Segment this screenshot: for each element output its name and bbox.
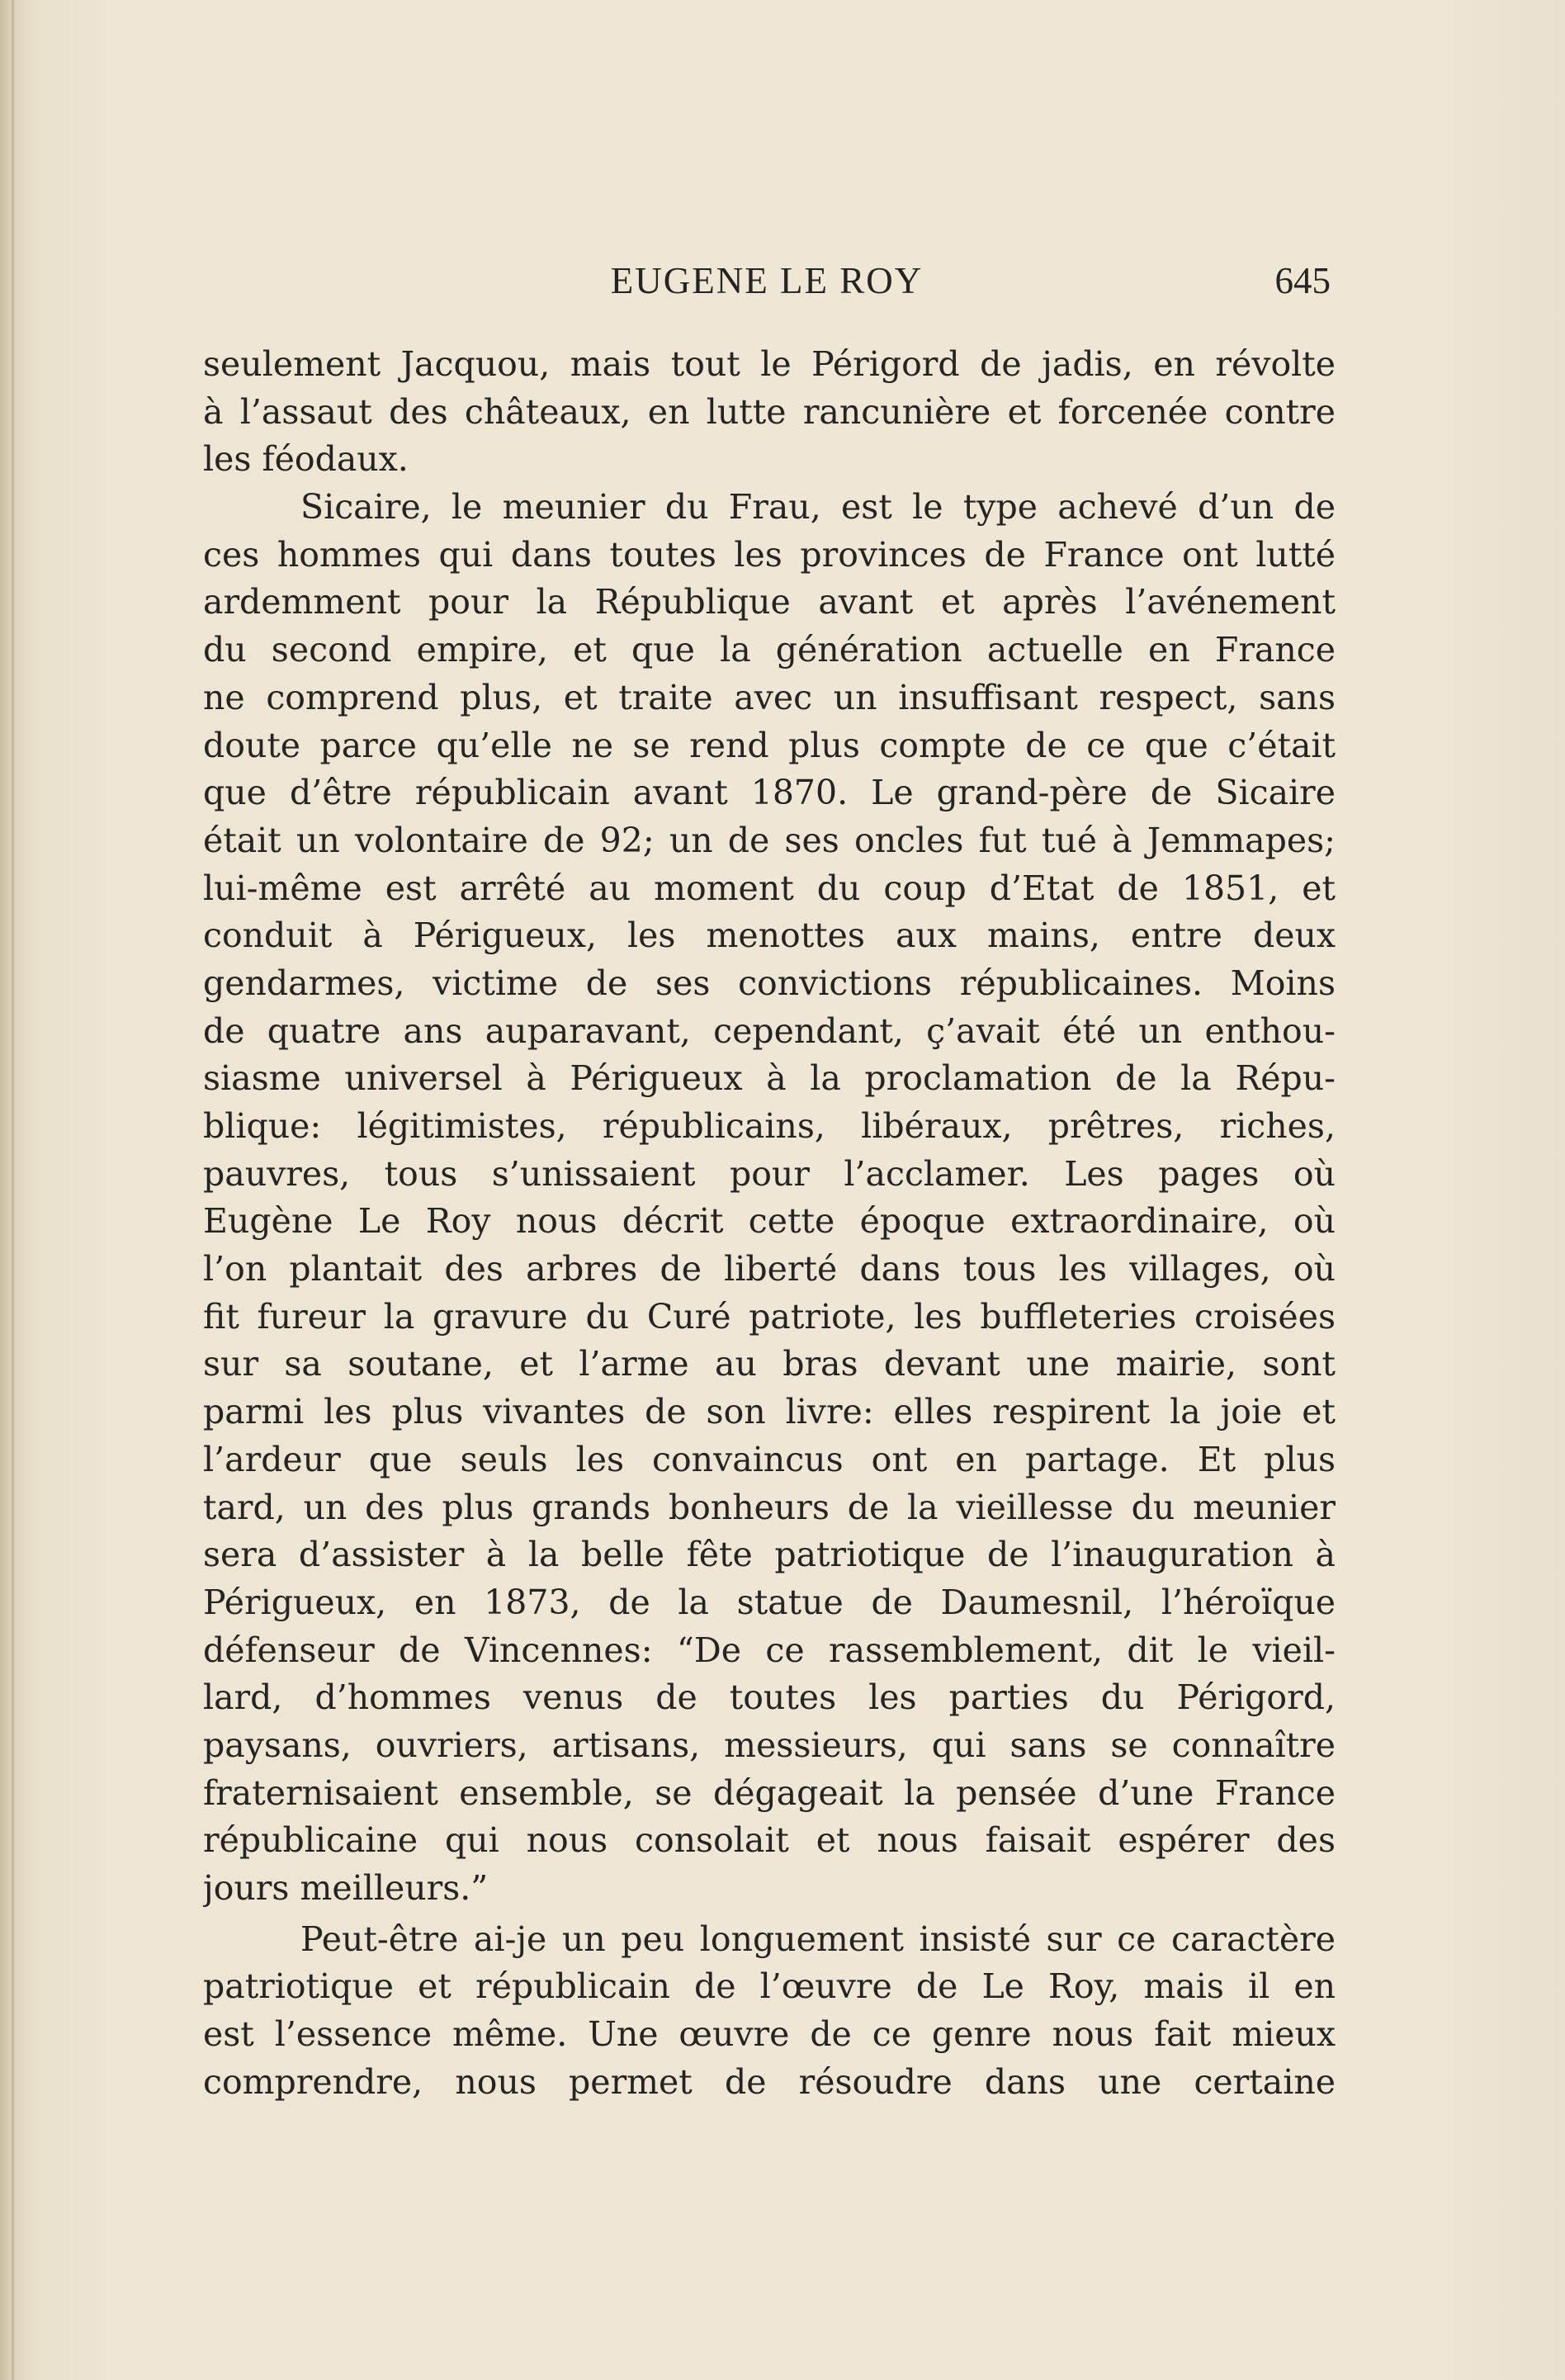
text-line: conduit à Périgueux, les menottes aux mains, entre deux xyxy=(203,916,1336,956)
text-line: lard, d’hommes venus de toutes les parties du Périgord, xyxy=(203,1677,1336,1718)
page-number: 645 xyxy=(1274,260,1331,301)
text-line: comprendre, nous permet de résoudre dans une certaine xyxy=(203,2061,1336,2102)
text-line: seulement Jacquou, mais tout le Périgord de jadis, en révolte xyxy=(203,344,1336,384)
text-line: était un volontaire de 92; un de ses oncles fut tué à Jemmapes; xyxy=(203,820,1336,860)
text-line: de quatre ans auparavant, cependant, ç’avait été un enthou- xyxy=(203,1010,1336,1051)
text-line: ne comprend plus, et traite avec un insuffisant respect, sans xyxy=(203,677,1336,717)
text-line: Périgueux, en 1873, de la statue de Daumesnil, l’héroïque xyxy=(203,1582,1336,1622)
text-line: patriotique et républicain de l’œuvre de Le Roy, mais il en xyxy=(203,1966,1336,2007)
page-gutter-edge xyxy=(12,0,14,2380)
text-line: tard, un des plus grands bonheurs de la vieillesse du meunier xyxy=(203,1487,1336,1527)
text-line: à l’assaut des châteaux, en lutte rancunière et forcenée contre xyxy=(203,391,1336,432)
text-line: Peut-être ai-je un peu longuement insisté sur ce caractère xyxy=(300,1919,1336,1959)
text-line: siasme universel à Périgueux à la proclamation de la Répu- xyxy=(203,1058,1336,1099)
text-line: parmi les plus vivantes de son livre: elles respirent la joie et xyxy=(203,1392,1336,1432)
text-line: pauvres, tous s’unissaient pour l’acclamer. Les pages où xyxy=(203,1153,1336,1194)
text-line: Sicaire, le meunier du Frau, est le type achevé d’un de xyxy=(300,487,1336,528)
running-head xyxy=(203,256,1331,305)
text-line: l’ardeur que seuls les convaincus ont en partage. Et plus xyxy=(203,1439,1336,1479)
text-line: sera d’assister à la belle fête patriotique de l’inauguration à xyxy=(203,1535,1336,1575)
text-line: doute parce qu’elle ne se rend plus compte de ce que c’était xyxy=(203,725,1336,765)
text-line: lui-même est arrêté au moment du coup d’Etat de 1851, et xyxy=(203,868,1336,908)
running-title: EUGENE LE ROY xyxy=(610,260,924,301)
text-line: défenseur de Vincennes: “De ce rassemblement, dit le vieil- xyxy=(203,1630,1336,1670)
text-line: blique: légitimistes, républicains, libéraux, prêtres, riches, xyxy=(203,1106,1336,1146)
text-line: ardemment pour la République avant et après l’avénement xyxy=(203,582,1336,622)
text-line: sur sa soutane, et l’arme au bras devant une mairie, sont xyxy=(203,1344,1336,1384)
text-line: fit fureur la gravure du Curé patriote, les buffleteries croisées xyxy=(203,1296,1336,1337)
text-line: Eugène Le Roy nous décrit cette époque extraordinaire, où xyxy=(203,1201,1336,1242)
text-line: fraternisaient ensemble, se dégageait la pensée d’une France xyxy=(203,1772,1336,1813)
text-line: l’on plantait des arbres de liberté dans tous les villages, où xyxy=(203,1249,1336,1289)
text-line: les féodaux. xyxy=(203,439,409,480)
text-line: est l’essence même. Une œuvre de ce genre nous fait mieux xyxy=(203,2014,1336,2055)
body-text xyxy=(203,341,1336,2106)
text-line: gendarmes, victime de ses convictions républicaines. Moins xyxy=(203,963,1336,1003)
text-line: paysans, ouvriers, artisans, messieurs, qui sans se connaître xyxy=(203,1725,1336,1765)
text-line: républicaine qui nous consolait et nous faisait espérer des xyxy=(203,1820,1336,1861)
text-line: jours meilleurs.” xyxy=(203,1868,489,1908)
text-line: du second empire, et que la génération actuelle en France xyxy=(203,630,1336,670)
text-line: que d’être républicain avant 1870. Le grand-père de Sicaire xyxy=(203,773,1336,813)
text-line: ces hommes qui dans toutes les provinces de France ont lutté xyxy=(203,534,1336,575)
